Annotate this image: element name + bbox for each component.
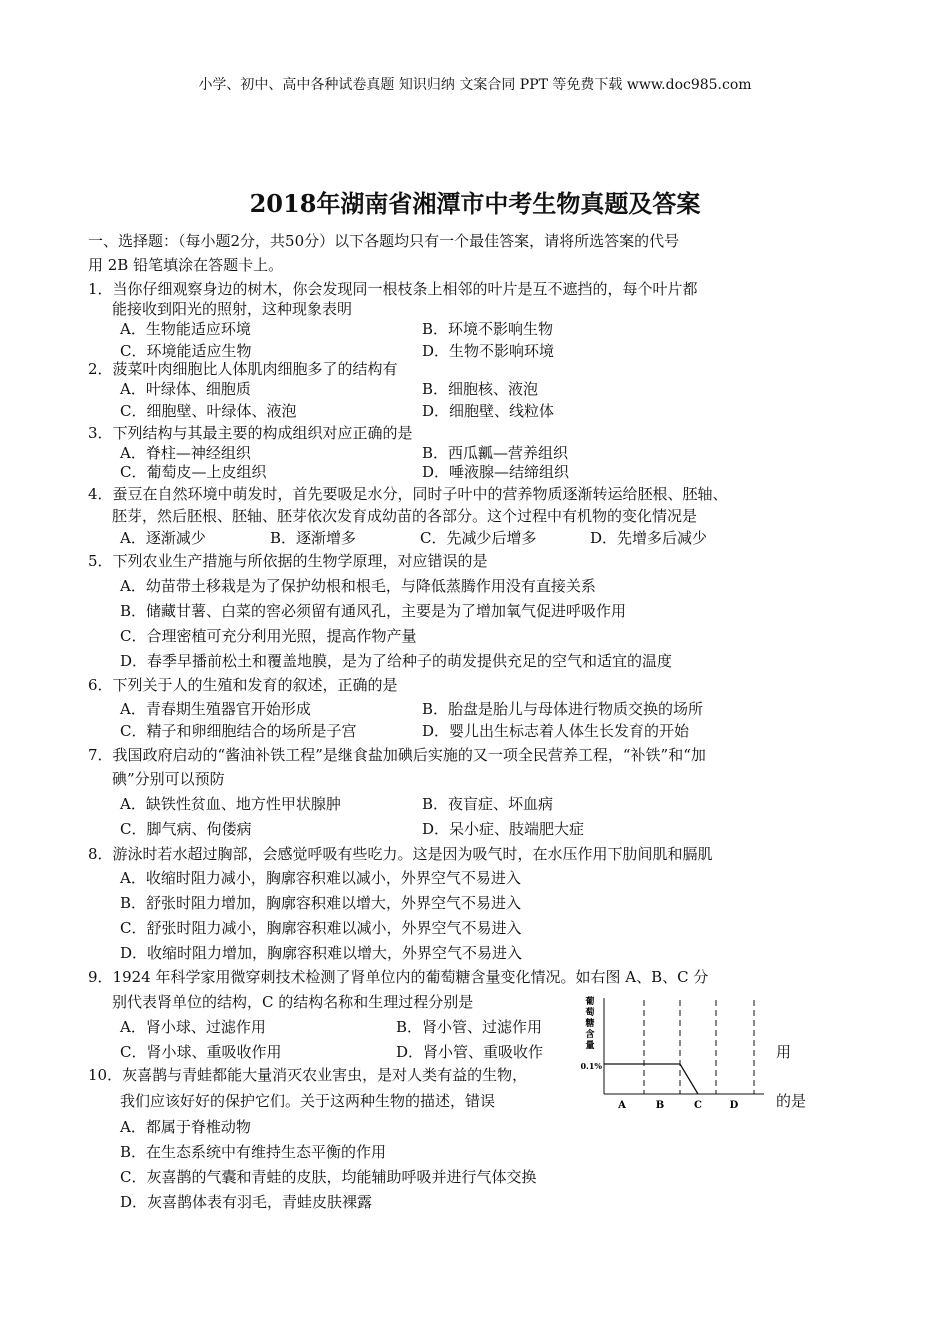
option-c: C．灰喜鹊的气囊和青蛙的皮肤，均能辅助呼吸并进行气体交换 — [120, 1168, 537, 1186]
page-header: 小学、初中、高中各种试卷真题 知识归纳 文案合同 PPT 等免费下载 www.doc985.com — [198, 77, 752, 93]
question-stem: 6．下列关于人的生殖和发育的叙述，正确的是 — [88, 676, 398, 694]
ylabel-char-2: 萄 — [585, 1008, 595, 1018]
chart-ylabel — [584, 995, 594, 1051]
option-c: C．精子和卵细胞结合的场所是子宫 — [120, 722, 357, 740]
option-a: A．逐渐减少 — [120, 529, 206, 547]
option-a: A．肾小球、过滤作用 — [120, 1018, 266, 1036]
option-c: C．合理密植可充分利用光照，提高作物产量 — [120, 627, 417, 645]
option-c: C．环境能适应生物 — [120, 342, 252, 360]
option-b: B．夜盲症、坏血病 — [422, 795, 554, 813]
option-a: A．收缩时阻力减小，胸廓容积难以减小，外界空气不易进入 — [120, 869, 521, 887]
option-b: B．西瓜瓤—营养组织 — [422, 444, 569, 462]
option-c: C．肾小球、重吸收作用 — [120, 1043, 282, 1061]
option-a: A．生物能适应环境 — [120, 320, 251, 338]
question-stem: 4．蚕豆在自然环境中萌发时，首先要吸足水分，同时子叶中的营养物质逐渐转运给胚根、胚轴、 — [88, 485, 728, 503]
question-stem: 3．下列结构与其最主要的构成组织对应正确的是 — [88, 424, 413, 442]
option-d: D．收缩时阻力增加，胸廓容积难以增大，外界空气不易进入 — [120, 944, 523, 962]
question-stem: 1．当你仔细观察身边的树木，你会发现同一根枝条上相邻的叶片是互不遮挡的，每个叶片都 — [88, 280, 698, 298]
option-c: C．细胞壁、叶绿体、液泡 — [120, 402, 297, 420]
option-a: A．缺铁性贫血、地方性甲状腺肿 — [120, 795, 341, 813]
xtick-c: C — [694, 1100, 702, 1111]
xtick-d: D — [729, 1100, 739, 1111]
option-a: A．都属于脊椎动物 — [120, 1118, 251, 1136]
option-c: C．先减少后增多 — [420, 529, 537, 547]
question-stem: 8．游泳时若水超过胸部，会感觉呼吸有些吃力。这是因为吸气时，在水压作用下肋间肌和膈肌 — [88, 845, 713, 863]
question-stem: 9．1924 年科学家用微穿刺技术检测了肾单位内的葡萄糖含量变化情况。如右图 A、B、C 分 — [88, 968, 709, 986]
option-d: D．生物不影响环境 — [422, 342, 555, 360]
question-stem: 2．菠菜叶肉细胞比人体肌肉细胞多了的结构有 — [88, 360, 398, 378]
intro-line: 一、选择题：（每小题2分，共50分）以下各题均只有一个最佳答案，请将所选答案的代号 — [88, 232, 680, 250]
option-c: C．舒张时阻力减小，胸廓容积难以减小，外界空气不易进入 — [120, 919, 522, 937]
question-stem: 5．下列农业生产措施与所依据的生物学原理，对应错误的是 — [88, 552, 488, 570]
question-stem: 我们应该好好的保护它们。关于这两种生物的描述，错误 — [120, 1092, 496, 1110]
option-d: D．呆小症、肢端肥大症 — [422, 820, 585, 838]
question-stem: 10．灰喜鹊与青蛙都能大量消灭农业害虫，是对人类有益的生物， — [88, 1066, 528, 1084]
ylabel-char-3: 糖 — [585, 1019, 595, 1029]
option-d: D．灰喜鹊体表有羽毛，青蛙皮肤裸露 — [120, 1193, 373, 1211]
question-stem-continued: 的是 — [776, 1092, 807, 1110]
option-b: B．储藏甘薯、白菜的窖必须留有通风孔，主要是为了增加氧气促进呼吸作用 — [120, 602, 627, 620]
option-c: C．脚气病、佝偻病 — [120, 820, 252, 838]
glucose-chart — [574, 990, 770, 1118]
option-d: D．春季早播前松土和覆盖地膜，是为了给种子的萌发提供充足的空气和适宜的温度 — [120, 652, 673, 670]
option-a: A．青春期生殖器官开始形成 — [120, 700, 311, 718]
option-d: D．细胞壁、线粒体 — [422, 402, 555, 420]
option-b: B．肾小管、过滤作用 — [396, 1018, 543, 1036]
option-d: D．婴儿出生标志着人体生长发育的开始 — [422, 722, 690, 740]
option-d: D．先增多后减少 — [590, 529, 708, 547]
option-b: B．在生态系统中有维持生态平衡的作用 — [120, 1143, 387, 1161]
option-b: B．逐渐增多 — [270, 529, 357, 547]
option-d: D．肾小管、重吸收作 — [396, 1043, 544, 1061]
ytick-label: 0.1% — [580, 1061, 602, 1071]
option-b: B．胎盘是胎儿与母体进行物质交换的场所 — [422, 700, 704, 718]
option-c: C．葡萄皮—上皮组织 — [120, 463, 267, 481]
option-d: D．唾液腺—结缔组织 — [422, 463, 570, 481]
page-title: 2018年湖南省湘潭市中考生物真题及答案 — [249, 189, 701, 218]
xtick-b: B — [655, 1100, 665, 1111]
ylabel-char-4: 含 — [585, 1030, 595, 1040]
question-stem: 胚芽，然后胚根、胚轴、胚芽依次发育成幼苗的各部分。这个过程中有机物的变化情况是 — [112, 507, 698, 525]
option-a: A．叶绿体、细胞质 — [120, 380, 251, 398]
option-d-continued: 用 — [776, 1043, 792, 1061]
option-a: A．脊柱—神经组织 — [120, 444, 251, 462]
option-b: B．环境不影响生物 — [422, 320, 554, 338]
question-stem: 碘”分别可以预防 — [112, 770, 225, 788]
question-stem: 7．我国政府启动的“酱油补铁工程”是继食盐加碘后实施的又一项全民营养工程，“补铁”和“加 — [88, 746, 706, 764]
intro-line: 用 2B 铅笔填涂在答题卡上。 — [88, 256, 284, 274]
option-a: A．幼苗带土移栽是为了保护幼根和根毛，与降低蒸腾作用没有直接关系 — [120, 577, 596, 595]
ylabel-char-1: 葡 — [585, 997, 595, 1007]
option-b: B．舒张时阻力增加，胸廓容积难以增大，外界空气不易进入 — [120, 894, 522, 912]
ylabel-char-5: 量 — [585, 1041, 595, 1051]
glucose-series-line — [604, 1064, 698, 1094]
question-stem: 别代表肾单位的结构，C 的结构名称和生理过程分别是 — [112, 993, 474, 1011]
question-stem: 能接收到阳光的照射，这种现象表明 — [112, 300, 353, 318]
option-b: B．细胞核、液泡 — [422, 380, 539, 398]
xtick-a: A — [618, 1100, 626, 1111]
